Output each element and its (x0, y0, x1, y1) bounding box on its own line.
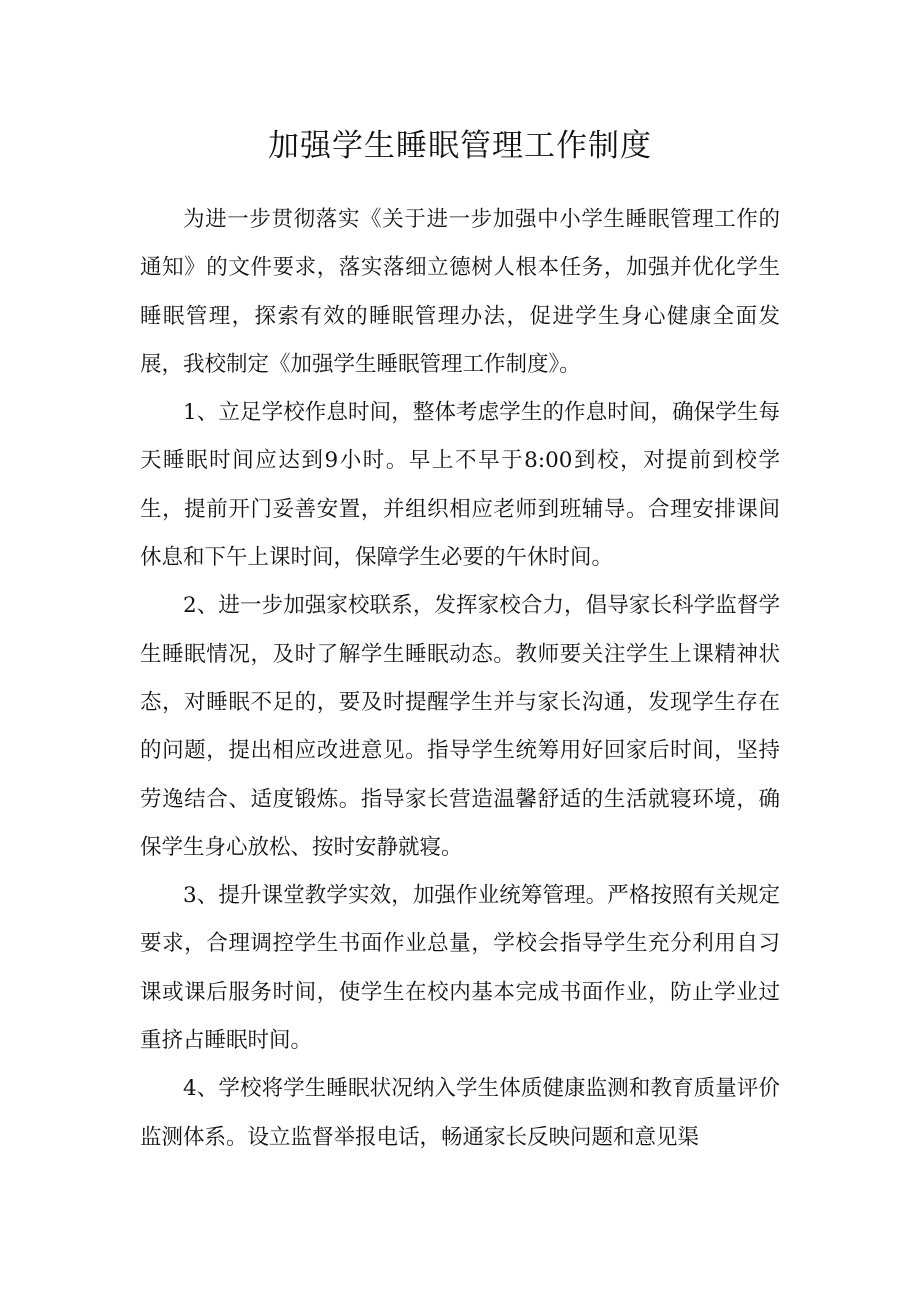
paragraph-item-4: 4、学校将学生睡眠状况纳入学生体质健康监测和教育质量评价监测体系。设立监督举报电话，畅通家长反映问题和意见渠 (140, 1076, 780, 1150)
paragraph-item-1: 1、立足学校作息时间，整体考虑学生的作息时间，确保学生每天睡眠时间应达到9小时。早上不早于8:00到校，对提前到校学生，提前开门妥善安置，并组织相应老师到班辅导。合理安排课间休息和下午上课时间，保障学生必要的午休时间。 (140, 400, 780, 571)
paragraph-item-2: 2、进一步加强家校联系，发挥家校合力，倡导家长科学监督学生睡眠情况，及时了解学生睡眠动态。教师要关注学生上课精神状态，对睡眠不足的，要及时提醒学生并与家长沟通，发现学生存在的问题，提出相应改进意见。指导学生统筹用好回家后时间，坚持劳逸结合、适度锻炼。指导家长营造温馨舒适的生活就寝环境，确保学生身心放松、按时安静就寝。 (140, 593, 780, 860)
document-body (140, 196, 780, 1162)
paragraph-item-3: 3、提升课堂教学实效，加强作业统筹管理。严格按照有关规定要求，合理调控学生书面作业总量，学校会指导学生充分利用自习课或课后服务时间，使学生在校内基本完成书面作业，防止学业过重挤占睡眠时间。 (140, 883, 780, 1054)
paragraph-intro: 为进一步贯彻落实《关于进一步加强中小学生睡眠管理工作的通知》的文件要求，落实落细立德树人根本任务，加强并优化学生睡眠管理，探索有效的睡眠管理办法，促进学生身心健康全面发展，我校制定《加强学生睡眠管理工作制度》。 (140, 207, 780, 377)
document-title: 加强学生睡眠管理工作制度 (268, 128, 652, 164)
